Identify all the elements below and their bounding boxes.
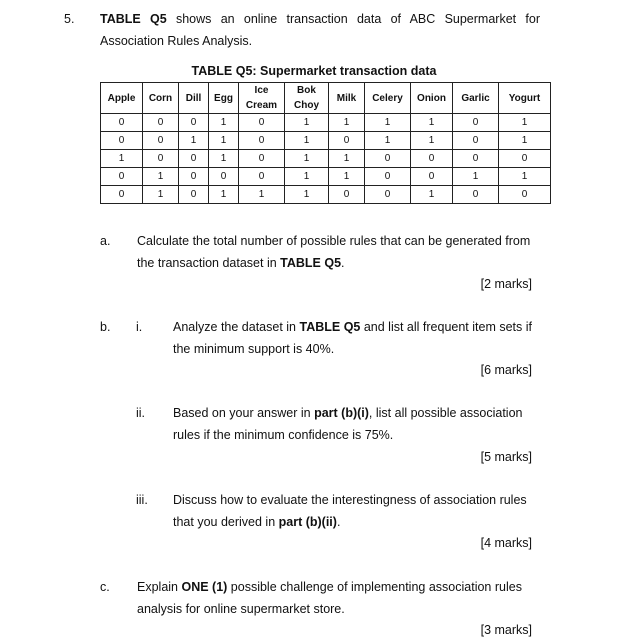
column-header: Garlic — [453, 83, 499, 114]
table-cell: 0 — [365, 150, 411, 168]
table-cell: 1 — [239, 186, 285, 204]
part-c-text-bold: ONE (1) — [181, 580, 228, 594]
column-header: Corn — [143, 83, 179, 114]
table-cell: 0 — [499, 186, 551, 204]
table-cell: 1 — [101, 150, 143, 168]
part-b-i-text — [173, 316, 533, 360]
column-header: Bok Choy — [285, 83, 329, 114]
table-cell: 1 — [143, 186, 179, 204]
column-header: Onion — [411, 83, 453, 114]
table-cell: 0 — [101, 132, 143, 150]
table-cell: 1 — [411, 132, 453, 150]
table-cell: 0 — [411, 150, 453, 168]
table-cell: 0 — [143, 114, 179, 132]
table-cell: 1 — [329, 114, 365, 132]
table-cell: 0 — [209, 168, 239, 186]
table-cell: 0 — [179, 150, 209, 168]
part-c-text-pre: Explain — [137, 580, 182, 594]
column-header: Dill — [179, 83, 209, 114]
table-cell: 0 — [143, 132, 179, 150]
part-b-i-marks: [6 marks] — [480, 363, 532, 377]
table-cell: 0 — [499, 150, 551, 168]
table-cell: 1 — [285, 114, 329, 132]
part-a-text-bold: TABLE Q5 — [280, 256, 342, 270]
table-cell: 0 — [179, 168, 209, 186]
table-row — [101, 132, 551, 150]
table-cell: 0 — [179, 114, 209, 132]
table-cell: 0 — [101, 186, 143, 204]
part-b-iii-label: iii. — [136, 493, 148, 507]
table-cell: 1 — [453, 168, 499, 186]
table-cell: 1 — [329, 168, 365, 186]
table-cell: 1 — [499, 114, 551, 132]
table-cell: 0 — [239, 168, 285, 186]
table-cell: 1 — [329, 150, 365, 168]
table-cell: 0 — [329, 132, 365, 150]
column-header: Apple — [101, 83, 143, 114]
table-cell: 1 — [411, 114, 453, 132]
table-cell: 1 — [209, 114, 239, 132]
table-cell: 1 — [285, 150, 329, 168]
part-c-text — [137, 576, 533, 620]
column-header: Milk — [329, 83, 365, 114]
intro-bold: TABLE Q5 — [100, 12, 167, 26]
table-cell: 0 — [179, 186, 209, 204]
table-cell: 0 — [411, 168, 453, 186]
part-b-label: b. — [100, 320, 111, 334]
part-a-label: a. — [100, 234, 111, 248]
column-header: Egg — [209, 83, 239, 114]
table-row — [101, 186, 551, 204]
table-cell: 1 — [285, 168, 329, 186]
table-cell: 1 — [285, 186, 329, 204]
table-row — [101, 150, 551, 168]
column-header: Celery — [365, 83, 411, 114]
part-b-iii-text-post: . — [336, 515, 341, 529]
part-a-text-pre: Calculate the total number of possible rules that can be generated from the transaction dataset in — [137, 234, 531, 270]
table-body — [101, 114, 551, 204]
table-cell: 0 — [239, 114, 285, 132]
table-cell: 1 — [143, 168, 179, 186]
column-header: Ice Cream — [239, 83, 285, 114]
part-b-i-text-post: and list all frequent item sets if the minimum support is 40%. — [173, 320, 532, 356]
table-cell: 1 — [209, 150, 239, 168]
table-cell: 0 — [453, 150, 499, 168]
table-cell: 1 — [285, 132, 329, 150]
part-a-text — [137, 230, 533, 274]
table-cell: 0 — [143, 150, 179, 168]
part-b-ii-label: ii. — [136, 406, 146, 420]
table-caption: TABLE Q5: Supermarket transaction data — [191, 64, 437, 78]
part-b-ii-text-pre: Based on your answer in — [173, 406, 315, 420]
table-cell: 0 — [453, 186, 499, 204]
part-b-iii-marks: [4 marks] — [480, 536, 532, 550]
table-cell: 1 — [365, 114, 411, 132]
part-a-text-post: . — [341, 256, 345, 270]
question-intro — [100, 8, 540, 52]
part-b-iii-text-pre: Discuss how to evaluate the interestingness of association rules that you derived in — [173, 493, 527, 529]
table-cell: 0 — [329, 186, 365, 204]
part-c-label: c. — [100, 580, 110, 594]
intro-text: shows an online transaction data of ABC Supermarket for Association Rules Analysis. — [100, 12, 540, 48]
table-cell: 1 — [411, 186, 453, 204]
part-b-ii-text-bold: part (b)(i) — [314, 406, 369, 420]
part-b-i-text-pre: Analyze the dataset in — [173, 320, 300, 334]
table-cell: 0 — [101, 114, 143, 132]
table-cell: 1 — [179, 132, 209, 150]
table-row — [101, 168, 551, 186]
part-b-ii-text — [173, 402, 533, 446]
column-header: Yogurt — [499, 83, 551, 114]
transaction-table — [100, 82, 551, 204]
question-number: 5. — [64, 12, 75, 26]
part-a-marks: [2 marks] — [480, 277, 532, 291]
table-cell: 0 — [239, 150, 285, 168]
table-cell: 1 — [499, 132, 551, 150]
part-b-ii-text-post: , list all possible association rules if the minimum confidence is 75%. — [173, 406, 523, 442]
table-cell: 0 — [453, 132, 499, 150]
part-b-i-label: i. — [136, 320, 143, 334]
part-b-ii-marks: [5 marks] — [480, 450, 532, 464]
table-row — [101, 114, 551, 132]
part-c-marks: [3 marks] — [480, 623, 532, 637]
part-c-text-post: possible challenge of implementing association rules analysis for online supermarket store. — [137, 580, 522, 616]
table-cell: 1 — [209, 132, 239, 150]
table-cell: 0 — [101, 168, 143, 186]
table-cell: 0 — [365, 186, 411, 204]
table-cell: 0 — [453, 114, 499, 132]
table-cell: 0 — [365, 168, 411, 186]
table-cell: 1 — [499, 168, 551, 186]
table-cell: 1 — [209, 186, 239, 204]
table-header-row — [101, 83, 551, 114]
part-b-iii-text-bold: part (b)(ii) — [278, 515, 337, 529]
part-b-i-text-bold: TABLE Q5 — [299, 320, 361, 334]
table-cell: 1 — [365, 132, 411, 150]
table-cell: 0 — [239, 132, 285, 150]
part-b-iii-text — [173, 489, 533, 533]
